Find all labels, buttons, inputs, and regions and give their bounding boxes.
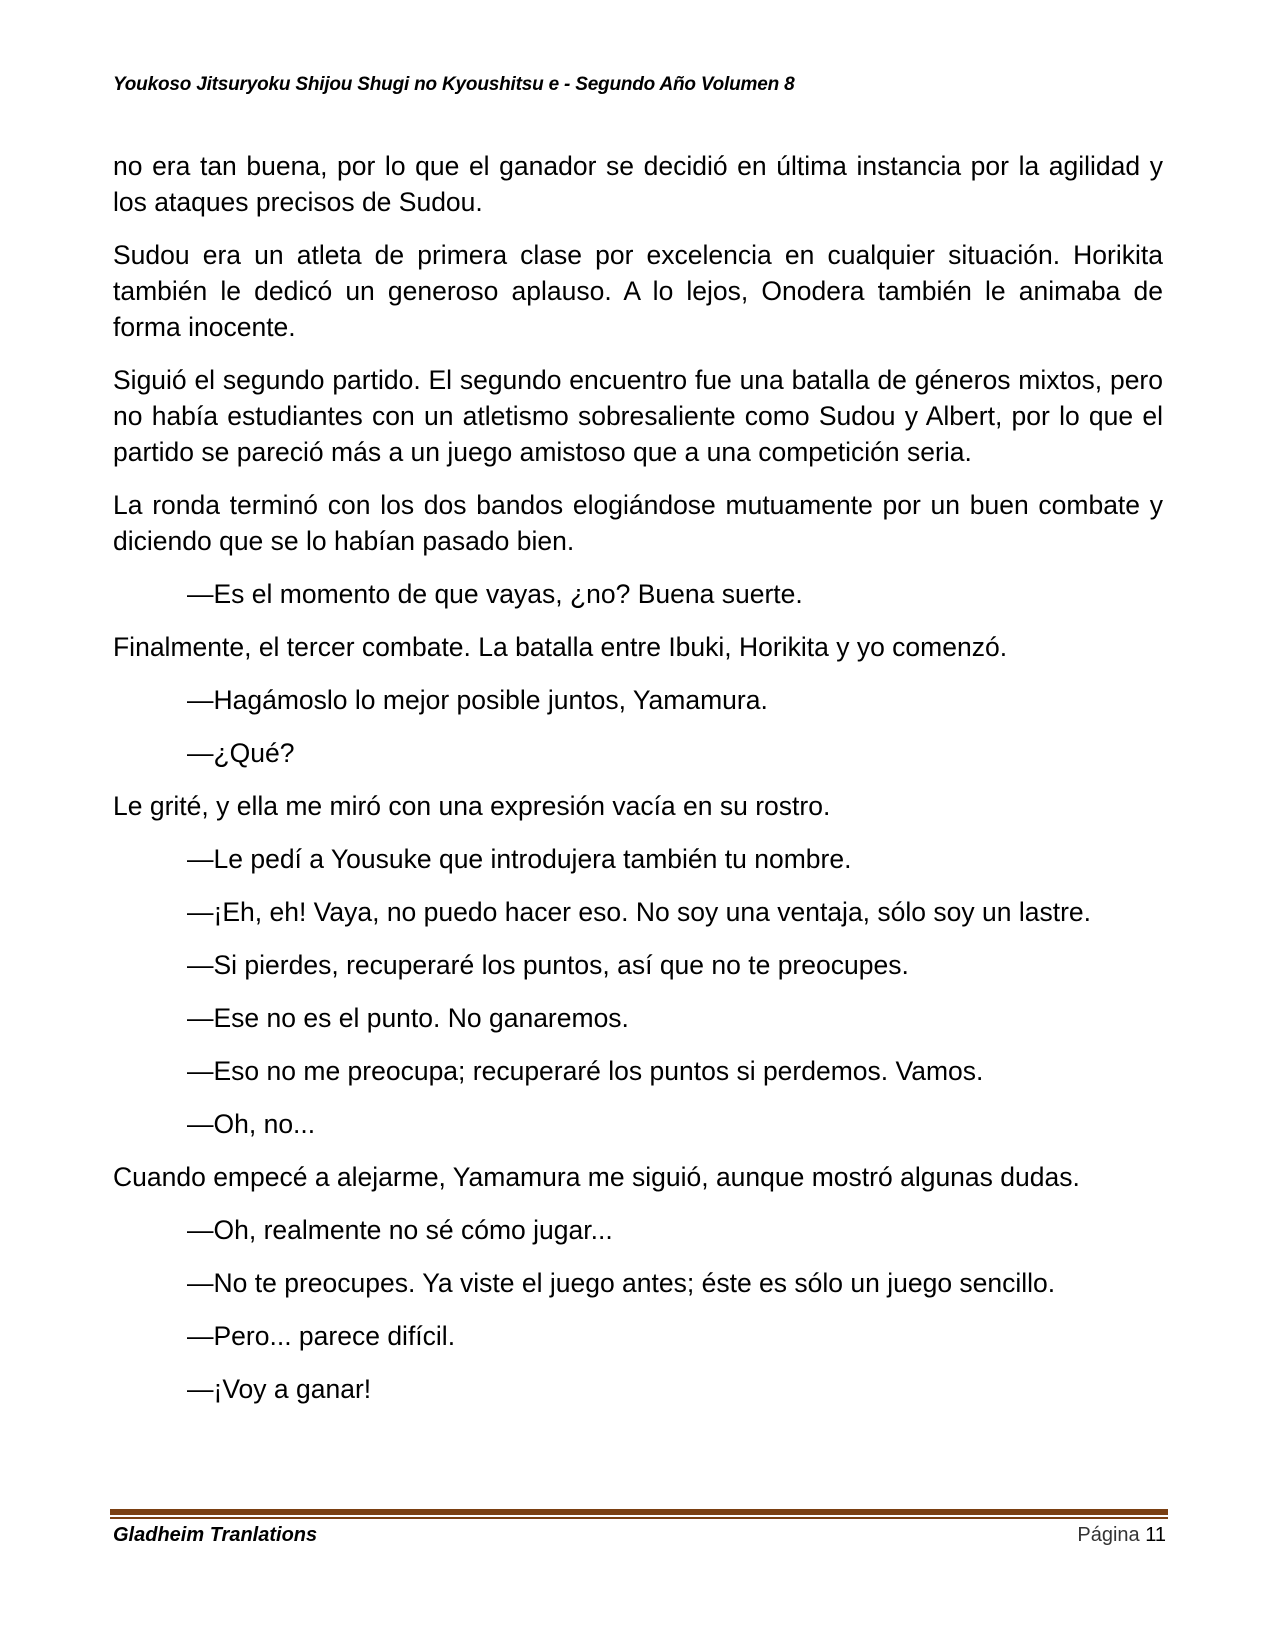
page-number [1077,1524,1166,1547]
paragraph: no era tan buena, por lo que el ganador se decidió en última instancia por la agilidad y los ataques precisos de Sudou. [113,151,1163,217]
paragraph: Sudou era un atleta de primera clase por excelencia en cualquier situación. Horikita también le dedicó un generoso aplauso. A lo lejos, Onodera también le animaba de forma inocente. [113,240,1163,342]
dialogue-line: —¡Eh, eh! Vaya, no puedo hacer eso. No soy una ventaja, sólo soy un lastre. [187,897,1091,927]
paragraph: La ronda terminó con los dos bandos elogiándose mutuamente por un buen combate y diciendo que se lo habían pasado bien. [113,490,1163,556]
dialogue-line: —Oh, no... [187,1109,316,1139]
body-text [113,148,1163,1424]
page-label: Página [1077,1524,1140,1546]
footer-divider-thin [110,1517,1168,1519]
paragraph: Siguió el segundo partido. El segundo encuentro fue una batalla de géneros mixtos, pero no había estudiantes con un atletismo sobresaliente como Sudou y Albert, por lo que el partido se pareció más a un juego amistoso que a una competición seria. [113,365,1163,467]
page-number-value: 11 [1145,1524,1166,1546]
dialogue-line: —Eso no me preocupa; recuperaré los puntos si perdemos. Vamos. [187,1056,984,1086]
dialogue-line: —Le pedí a Yousuke que introdujera también tu nombre. [187,844,852,874]
dialogue-line: —Si pierdes, recuperaré los puntos, así que no te preocupes. [187,950,909,980]
paragraph: Cuando empecé a alejarme, Yamamura me siguió, aunque mostró algunas dudas. [113,1162,1080,1192]
dialogue-line: —Es el momento de que vayas, ¿no? Buena suerte. [187,579,803,609]
footer-credit: Gladheim Tranlations [113,1524,318,1546]
dialogue-line: —Ese no es el punto. No ganaremos. [187,1003,629,1033]
paragraph: Le grité, y ella me miró con una expresión vacía en su rostro. [113,791,831,821]
footer-divider [110,1509,1168,1515]
dialogue-line: —¡Voy a ganar! [187,1374,372,1404]
dialogue-line: —Oh, realmente no sé cómo jugar... [187,1215,613,1245]
paragraph: Finalmente, el tercer combate. La batalla entre Ibuki, Horikita y yo comenzó. [113,632,1008,662]
page-header-title: Youkoso Jitsuryoku Shijou Shugi no Kyoushitsu e - Segundo Año Volumen 8 [113,74,795,95]
dialogue-line: —No te preocupes. Ya viste el juego antes; éste es sólo un juego sencillo. [187,1268,1056,1298]
dialogue-line: —Hagámoslo lo mejor posible juntos, Yamamura. [187,685,768,715]
dialogue-line: —¿Qué? [187,738,295,768]
dialogue-line: —Pero... parece difícil. [187,1321,456,1351]
